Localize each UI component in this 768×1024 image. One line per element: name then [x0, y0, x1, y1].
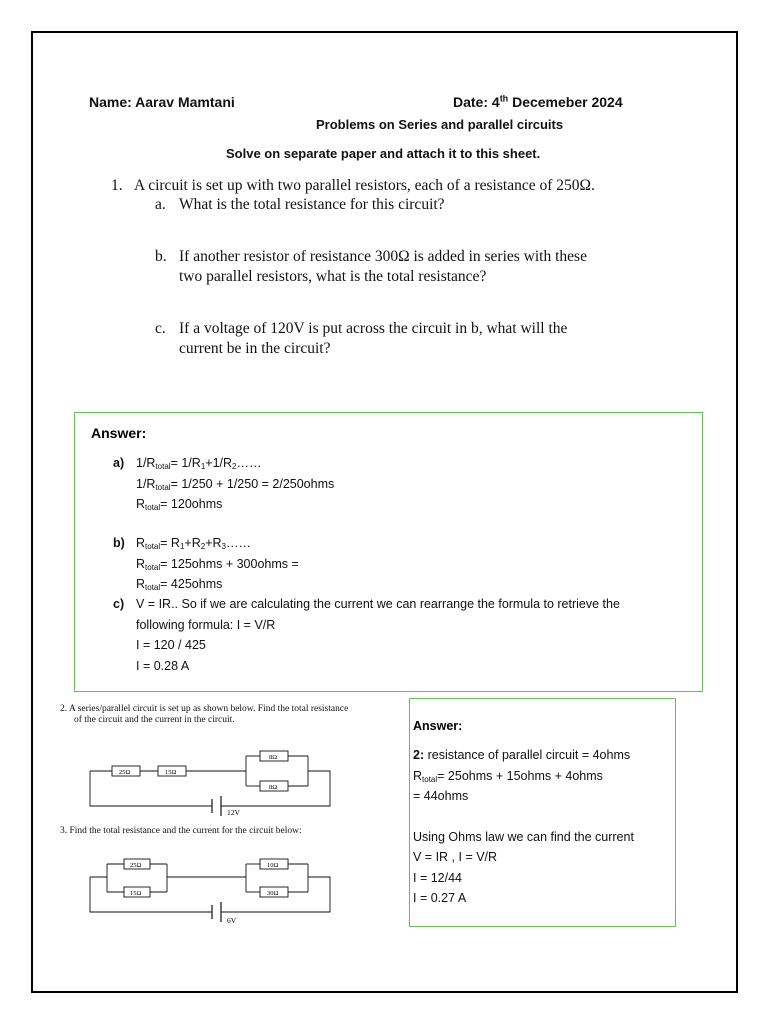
q2-text	[60, 704, 348, 726]
q3-line1: 3. Find the total resistance and the current for the circuit below:	[60, 826, 302, 836]
answer2-line2: $R_{total}=$ 25ohms + 15ohms + 4ohms	[413, 768, 603, 784]
answer1c-line1: V = IR.. So if we are calculating the current we can rearrange the formula to retrieve the	[136, 597, 620, 611]
q1a-label: a.	[155, 196, 166, 213]
label-25-ohm: 25Ω	[119, 769, 131, 776]
q1a-text: What is the total resistance for this circuit?	[179, 196, 445, 213]
answer1b-line3: $R_{total}=$ 425ohms	[136, 577, 223, 592]
answer1b-line1: $R_{total}=$ $R_1+R_2+R_3\dots\dots$	[136, 536, 251, 551]
answer2-line3: = 44ohms	[413, 789, 469, 803]
q1c-text-line1: If a voltage of 120V is put across the circuit in b, what will the	[179, 320, 568, 337]
circuit-diagram-q2	[80, 744, 355, 824]
answer1a-line1: $1/R_{total}=$ $1/R_1+1/R_2\dots\dots$	[136, 456, 262, 471]
q1b-text-line1: If another resistor of resistance 300Ω is added in series with these	[179, 248, 587, 265]
instruction: Solve on separate paper and attach it to this sheet.	[226, 146, 541, 161]
label-25-ohm-q3: 25Ω	[130, 862, 142, 869]
q1b-text-line2: two parallel resistors, what is the total resistance?	[179, 268, 487, 285]
answer1b-label: b)	[113, 536, 125, 550]
answer1c-content	[136, 594, 620, 676]
q1c-text-line2: current be in the circuit?	[179, 340, 331, 357]
label-15-ohm-q3: 15Ω	[130, 890, 142, 897]
answer1b-line2: $R_{total}=$ 125ohms + 300ohms =	[136, 556, 299, 572]
q2-wire-left	[90, 771, 212, 806]
worksheet-subtitle: Problems on Series and parallel circuits	[316, 117, 564, 132]
label-30-ohm: 30Ω	[267, 890, 279, 897]
q2-line2: of the circuit and the current in the circuit.	[74, 715, 235, 725]
answer1c-line2: following formula: I = V/R	[136, 617, 276, 632]
answer1a-content	[136, 453, 334, 515]
q1-text: A circuit is set up with two parallel resistors, each of a resistance of 250Ω.	[134, 177, 595, 194]
answer2-content	[413, 745, 634, 909]
answer1a-label: a)	[113, 456, 125, 470]
answer1c-line4: I = 0.28 A	[136, 658, 190, 673]
label-8-ohm-top: 8Ω	[269, 754, 278, 761]
answer2-line7: I = 0.27 A	[413, 891, 467, 905]
answer2-line1: 2: resistance of parallel circuit = 4ohms	[413, 748, 631, 762]
answer1c-label: c)	[113, 597, 125, 611]
label-6v: 6V	[227, 916, 237, 925]
student-name: Name: Aarav Mamtani	[89, 94, 235, 110]
answer2-spacer	[413, 807, 634, 827]
q1-number: 1.	[111, 177, 123, 194]
label-12v: 12V	[227, 808, 240, 817]
answer2-line5: V = IR , I = V/R	[413, 850, 498, 864]
circuit-diagram-q3	[80, 850, 355, 930]
answer1b-content	[136, 533, 299, 595]
label-8-ohm-bottom: 8Ω	[269, 784, 278, 791]
date: Date: 4th Decemeber 2024	[453, 93, 623, 110]
label-15-ohm: 15Ω	[165, 769, 177, 776]
answer2-heading: Answer:	[413, 719, 463, 733]
label-10-ohm: 10Ω	[267, 862, 279, 869]
answer1a-line3: $R_{total}=$ 120ohms	[136, 497, 223, 512]
q3-wire-left	[90, 877, 212, 912]
q2-line1: 2. A series/parallel circuit is set up as shown below. Find the total resistance	[60, 704, 349, 714]
answer1a-line2: $1/R_{total}= 1/250 + 1/250$ = 2/250ohms	[136, 476, 335, 492]
answer1-heading: Answer:	[91, 425, 147, 441]
q1b-label: b.	[155, 248, 167, 265]
q1c-label: c.	[155, 320, 166, 337]
answer1c-line3: I = 120 / 425	[136, 638, 206, 652]
answer2-line6: I = 12/44	[413, 870, 462, 885]
answer2-line4: Using Ohms law we can find the current	[413, 829, 634, 844]
